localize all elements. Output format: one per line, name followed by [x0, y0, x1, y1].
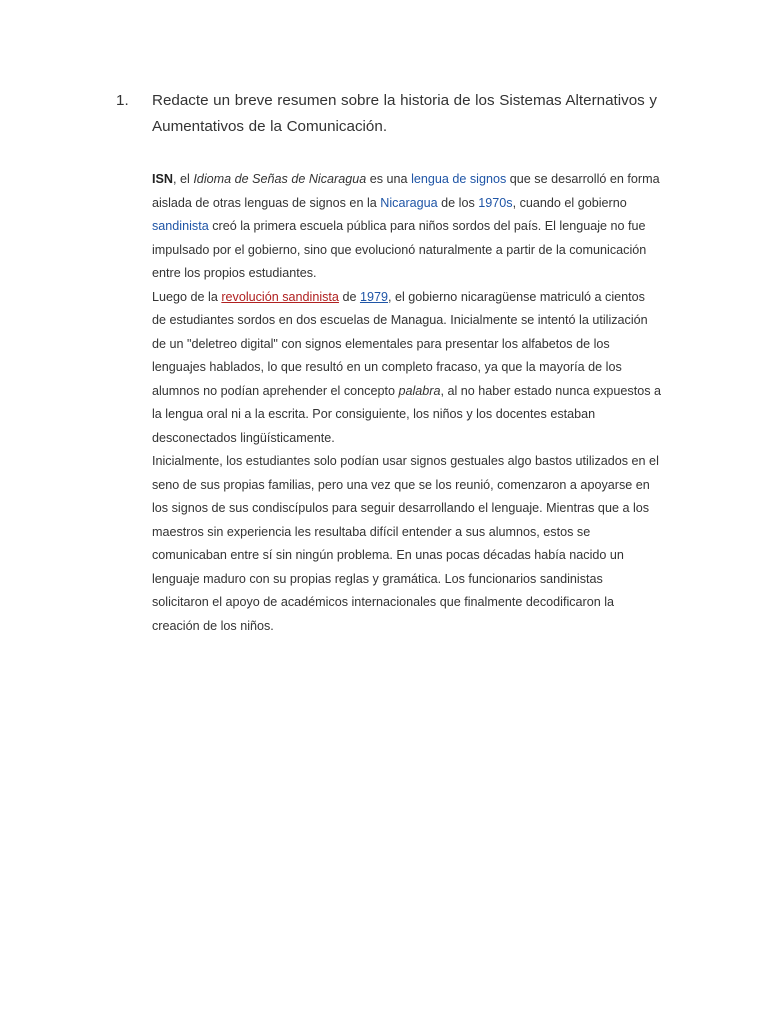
question-item: [116, 88, 676, 140]
question-number: 1.: [116, 92, 129, 109]
p1-text-2: es una: [366, 172, 412, 186]
link-sandinista[interactable]: sandinista: [152, 219, 209, 233]
question-text: Redacte un breve resumen sobre la historia de los Sistemas Alternativos y Aumentativos de la Comunicación.: [152, 92, 657, 135]
answer-paragraph-3: Inicialmente, los estudiantes solo podían usar signos gestuales algo bastos utilizados en el seno de sus propias familias, pero una vez que se los reunió, comenzaron a apoyarse en los signos de sus condiscípulos para seguir desarrollando el lenguaje. Mientras que a los maestros sin experiencia les resultaba difícil entender a sus alumnos, estos se comunicaban entre sí sin ningún problema. En unas pocas décadas había nacido un lenguaje maduro con su propias reglas y gramática. Los funcionarios sandinistas solicitaron el apoyo de académicos internacionales que finalmente decodificaron la creación de los niños.: [152, 454, 659, 633]
p1-text-4: de los: [437, 195, 479, 210]
p2-text-4: , al no haber estado nunca expuestos a la lengua oral ni a la escrita. Por consiguiente, los niños y los docentes estaban desconectados lingüísticamente.: [152, 383, 662, 445]
link-nicaragua[interactable]: Nicaragua: [380, 195, 438, 210]
idioma-term: Idioma de Señas de Nicaragua: [193, 172, 367, 186]
link-1970s[interactable]: 1970s: [478, 195, 513, 210]
p2-text-3: , el gobierno nicaragüense matriculó a cientos de estudiantes sordos en dos escuelas de Managua. Inicialmente se intentó la utilización de un "deletreo digital" con signos elementales para presentar los alfabetos de los lenguajes hablados, lo que resultó en un completo fracaso, ya que la mayoría de los alumnos no podían aprehender el concepto: [152, 289, 648, 398]
link-revolucion-sandinista[interactable]: revolución sandinista: [221, 289, 339, 304]
answer-paragraph-2: [152, 286, 662, 451]
link-1979[interactable]: 1979: [359, 289, 388, 304]
p1-text-6: creó la primera escuela pública para niños sordos del país. El lenguaje no fue impulsado por el gobierno, sino que evolucionó naturalmente a partir de la comunicación entre los propios estudiantes.: [152, 219, 647, 280]
p1-text-5: , cuando el gobierno: [512, 195, 627, 210]
answer-paragraph-1: [152, 168, 662, 286]
p2-text-1: Luego de la: [152, 289, 222, 304]
p2-text-2: de: [338, 289, 360, 304]
link-lengua-de-signos[interactable]: lengua de signos: [411, 172, 507, 186]
answer-body: [152, 168, 662, 638]
isn-term: ISN: [152, 172, 173, 186]
p1-text-1: , el: [173, 172, 194, 186]
palabra-term: palabra: [398, 383, 441, 398]
p1-text-3: que se desarrolló en forma aislada de otras lenguas de signos en la: [152, 172, 660, 210]
